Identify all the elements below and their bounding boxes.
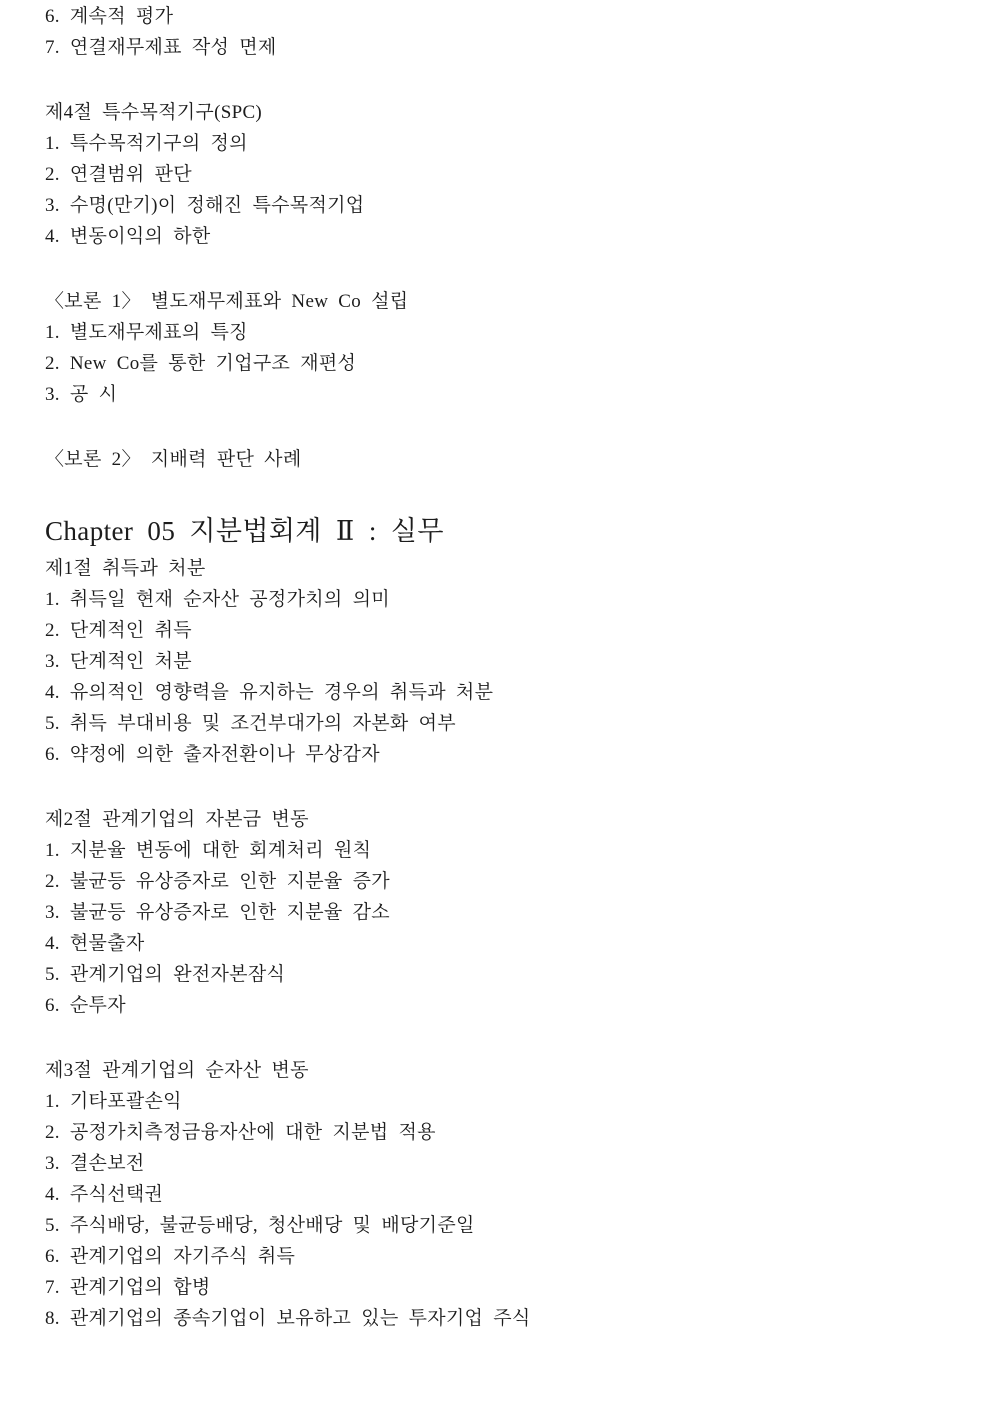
- blank-line: [45, 770, 962, 804]
- toc-item: 5. 취득 부대비용 및 조건부대가의 자본화 여부: [45, 713, 456, 734]
- toc-item: 4. 변동이익의 하한: [45, 226, 211, 247]
- chapter5-section-3-title: 제3절 관계기업의 순자산 변동: [45, 1060, 309, 1081]
- toc-item: 6. 순투자: [45, 995, 126, 1016]
- toc-item: 4. 현물출자: [45, 933, 145, 954]
- toc-item: 2. 연결범위 판단: [45, 164, 192, 185]
- toc-item: 2. 공정가치측정금융자산에 대한 지분법 적용: [45, 1122, 436, 1143]
- appendix-2-title: 〈보론 2〉 지배력 판단 사례: [45, 449, 302, 470]
- toc-item: 2. New Co를 통한 기업구조 재편성: [45, 353, 357, 374]
- toc-item: 5. 주식배당, 불균등배당, 청산배당 및 배당기준일: [45, 1215, 475, 1236]
- toc-item: 6. 약정에 의한 출자전환이나 무상감자: [45, 744, 380, 765]
- toc-item: 6. 관계기업의 자기주식 취득: [45, 1246, 296, 1267]
- toc-item: 5. 관계기업의 완전자본잠식: [45, 964, 286, 985]
- toc-item: 3. 수명(만기)이 정해진 특수목적기업: [45, 195, 365, 216]
- toc-item: 4. 유의적인 영향력을 유지하는 경우의 취득과 처분: [45, 682, 494, 703]
- toc-item: 2. 단계적인 취득: [45, 620, 192, 641]
- toc-item: 4. 주식선택권: [45, 1184, 164, 1205]
- toc-item: 1. 특수목적기구의 정의: [45, 133, 248, 154]
- toc-item: 3. 결손보전: [45, 1153, 145, 1174]
- toc-item: 7. 관계기업의 합병: [45, 1277, 211, 1298]
- toc-item: 1. 별도재무제표의 특징: [45, 322, 248, 343]
- toc-item: 1. 기타포괄손익: [45, 1091, 182, 1112]
- toc-item: 3. 공 시: [45, 384, 118, 405]
- toc-item: 3. 불균등 유상증자로 인한 지분율 감소: [45, 902, 390, 923]
- chapter-heading: Chapter 05 지분법회계 Ⅱ : 실무: [45, 516, 444, 546]
- blank-line: [45, 475, 962, 509]
- blank-line: [45, 1021, 962, 1055]
- toc-item: 3. 단계적인 처분: [45, 651, 192, 672]
- blank-line: [45, 63, 962, 97]
- toc-item: 1. 취득일 현재 순자산 공정가치의 의미: [45, 589, 390, 610]
- toc-item: 7. 연결재무제표 작성 면제: [45, 37, 277, 58]
- blank-line: [45, 410, 962, 444]
- blank-line: [45, 252, 962, 286]
- appendix-1-title: 〈보론 1〉 별도재무제표와 New Co 설립: [45, 291, 409, 312]
- chapter5-section-1-title: 제1절 취득과 처분: [45, 558, 206, 579]
- chapter5-section-2-title: 제2절 관계기업의 자본금 변동: [45, 809, 309, 830]
- toc-item: 2. 불균등 유상증자로 인한 지분율 증가: [45, 871, 390, 892]
- toc-item: 6. 계속적 평가: [45, 6, 174, 27]
- section-4-title: 제4절 특수목적기구(SPC): [45, 102, 263, 123]
- toc-item: 1. 지분율 변동에 대한 회계처리 원칙: [45, 840, 372, 861]
- toc-item: 8. 관계기업의 종속기업이 보유하고 있는 투자기업 주식: [45, 1308, 531, 1329]
